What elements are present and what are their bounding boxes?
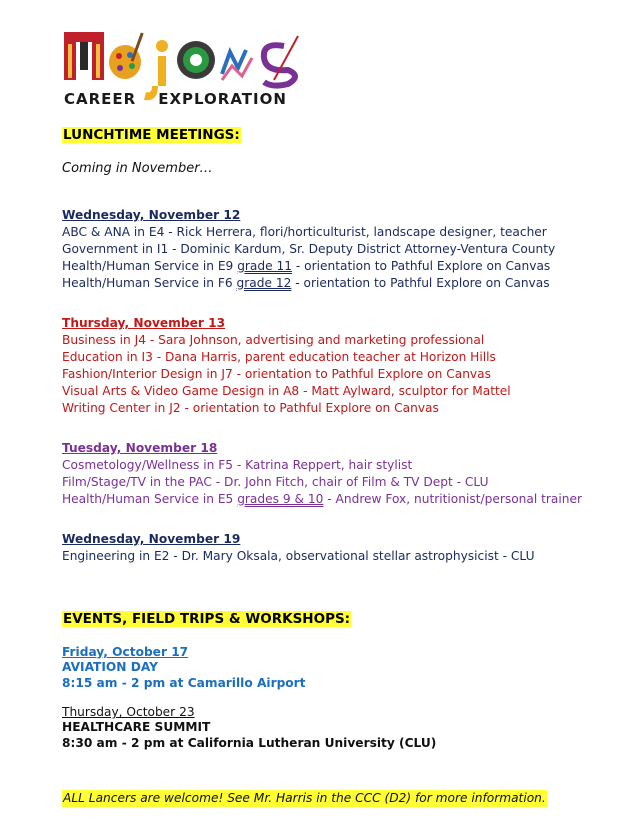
meeting-line: ABC & ANA in E4 - Rick Herrera, flori/horticulturist, landscape designer, teacher bbox=[62, 225, 547, 239]
event-detail: 8:15 am - 2 pm at Camarillo Airport bbox=[62, 676, 306, 690]
meeting-line: Cosmetology/Wellness in F5 - Katrina Reppert, hair stylist bbox=[62, 458, 413, 472]
meeting-text: Health/Human Service in E5 bbox=[62, 492, 238, 506]
lunchtime-heading: LUNCHTIME MEETINGS: bbox=[63, 127, 240, 143]
event-date: Thursday, October 23 bbox=[62, 705, 195, 719]
meeting-line: Fashion/Interior Design in J7 - orientation to Pathful Explore on Canvas bbox=[62, 367, 491, 381]
meeting-text: Health/Human Service in E9 bbox=[62, 259, 238, 273]
day-heading: Tuesday, November 18 bbox=[62, 441, 218, 455]
logo-letter-o bbox=[177, 41, 215, 79]
meeting-line: Business in J4 - Sara Johnson, advertising and marketing professional bbox=[62, 333, 485, 347]
grade-text: grade 11 bbox=[237, 259, 293, 273]
event-title: AVIATION DAY bbox=[62, 660, 158, 674]
day-heading: Wednesday, November 12 bbox=[62, 208, 241, 222]
logo-letter-r bbox=[222, 50, 252, 80]
meeting-text: Health/Human Service in F6 bbox=[62, 276, 237, 290]
meeting-line: Engineering in E2 - Dr. Mary Oksala, observational stellar astrophysicist - CLU bbox=[62, 549, 535, 563]
meeting-line: Writing Center in J2 - orientation to Pathful Explore on Canvas bbox=[62, 401, 439, 415]
meeting-text: - Andrew Fox, nutritionist/personal trainer bbox=[323, 492, 582, 506]
meeting-line bbox=[62, 258, 550, 275]
day-heading: Thursday, November 13 bbox=[62, 316, 226, 330]
meeting-line: Film/Stage/TV in the PAC - Dr. John Fitch, chair of Film & TV Dept - CLU bbox=[62, 475, 489, 489]
events-heading: EVENTS, FIELD TRIPS & WORKSHOPS: bbox=[63, 611, 351, 627]
coming-note: Coming in November… bbox=[62, 161, 213, 176]
logo-exploration-text: EXPLORATION bbox=[158, 90, 287, 108]
footer-note: ALL Lancers are welcome! See Mr. Harris in the CCC (D2) for more information. bbox=[63, 791, 546, 805]
meeting-line: Visual Arts & Video Game Design in A8 - Matt Aylward, sculptor for Mattel bbox=[62, 384, 511, 398]
day-heading: Wednesday, November 19 bbox=[62, 532, 241, 546]
logo-letter-s bbox=[264, 36, 298, 86]
grade-text: grades 9 & 10 bbox=[237, 492, 324, 506]
event-title: HEALTHCARE SUMMIT bbox=[62, 720, 211, 734]
meeting-line bbox=[62, 491, 582, 508]
logo-career-text: CAREER bbox=[64, 90, 137, 108]
meeting-text: - orientation to Pathful Explore on Canvas bbox=[292, 259, 551, 273]
meeting-line bbox=[62, 275, 550, 292]
grade-text: grade 12 bbox=[236, 276, 292, 290]
event-date: Friday, October 17 bbox=[62, 645, 189, 659]
logo-letter-m bbox=[64, 32, 104, 80]
meeting-line: Education in I3 - Dana Harris, parent education teacher at Horizon Hills bbox=[62, 350, 496, 364]
logo-subtitle bbox=[64, 90, 287, 108]
meeting-text: - orientation to Pathful Explore on Canvas bbox=[291, 276, 550, 290]
meeting-line: Government in I1 - Dominic Kardum, Sr. Deputy District Attorney-Ventura County bbox=[62, 242, 556, 256]
logo-letter-a bbox=[109, 33, 144, 79]
event-detail: 8:30 am - 2 pm at California Lutheran University (CLU) bbox=[62, 736, 437, 750]
